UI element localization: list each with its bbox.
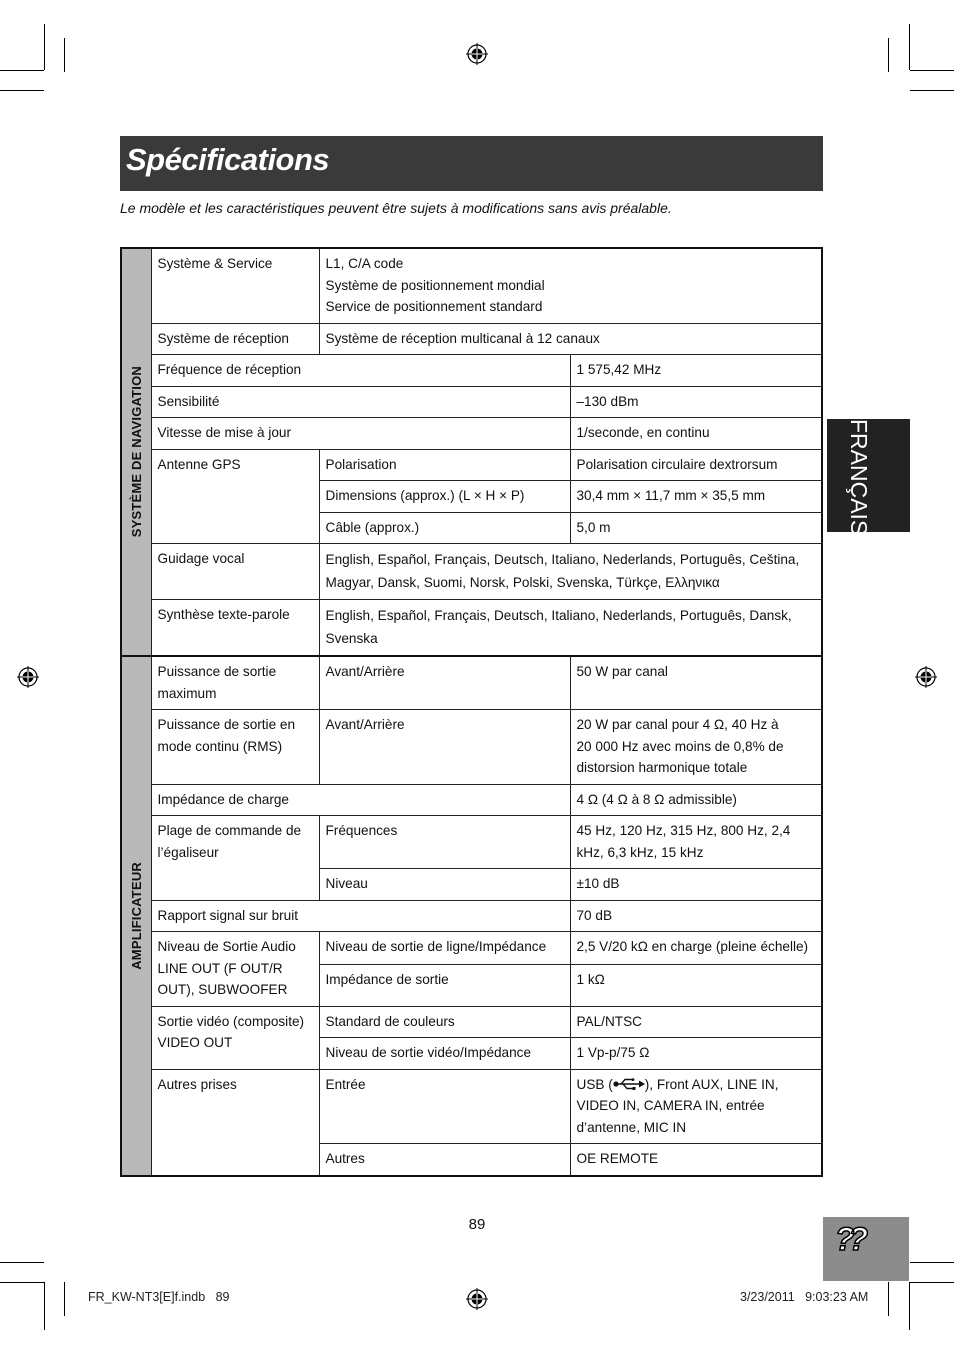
spec-label: Sensibilité xyxy=(151,386,570,418)
spec-sublabel: Polarisation xyxy=(319,449,570,481)
spec-value: Polarisation circulaire dextrorsum xyxy=(570,449,822,481)
registration-mark-icon xyxy=(466,1288,488,1310)
spec-value-line: L1, C/A code xyxy=(325,256,404,271)
spec-value: 30,4 mm × 11,7 mm × 35,5 mm xyxy=(570,481,822,513)
crop-mark xyxy=(910,90,954,91)
registration-mark-icon xyxy=(915,666,937,688)
spec-sublabel: Niveau xyxy=(319,869,570,901)
crop-mark xyxy=(888,38,889,72)
spec-label: Système & Service xyxy=(151,248,319,323)
spec-value-line: distorsion harmonique totale xyxy=(576,760,748,775)
spec-value: 1/seconde, en continu xyxy=(570,418,822,450)
spec-value: ±10 dB xyxy=(570,869,822,901)
usb-icon xyxy=(613,1078,645,1090)
table-row xyxy=(121,656,822,710)
spec-label: Niveau de Sortie Audio LINE OUT (F OUT/R OUT), SUBWOOFER xyxy=(151,932,319,1007)
registration-mark-icon xyxy=(17,666,39,688)
spec-value: Système de réception multicanal à 12 canaux xyxy=(319,323,822,355)
table-row xyxy=(121,1006,822,1038)
spec-value: 1 575,42 MHz xyxy=(570,355,822,387)
spec-value: 45 Hz, 120 Hz, 315 Hz, 800 Hz, 2,4 kHz, 6,3 kHz, 15 kHz xyxy=(570,816,822,869)
crop-mark xyxy=(44,1282,45,1330)
page-title: Spécifications xyxy=(126,142,330,177)
section-label: AMPLIFICATEUR xyxy=(128,861,144,970)
crop-mark xyxy=(909,24,910,70)
footer-file-info: FR_KW-NT3[E]f.indb 89 xyxy=(88,1290,230,1304)
section-label: SYSTÈME DE NAVIGATION xyxy=(128,366,144,538)
table-row xyxy=(121,418,822,450)
spec-value xyxy=(570,710,822,785)
spec-sublabel: Fréquences xyxy=(319,816,570,869)
page-number: 89 xyxy=(468,1216,486,1233)
spec-value: English, Español, Français, Deutsch, Italiano, Nederlands, Português, Dansk, Svenska xyxy=(319,600,822,657)
spec-value: 4 Ω (4 Ω à 8 Ω admissible) xyxy=(570,784,822,816)
spec-value: 2,5 V/20 kΩ en charge (pleine échelle) xyxy=(570,932,822,965)
crop-mark xyxy=(0,1262,44,1263)
crop-mark xyxy=(910,1262,954,1263)
spec-label: Fréquence de réception xyxy=(151,355,570,387)
spec-label: Système de réception xyxy=(151,323,319,355)
crop-mark xyxy=(910,1282,954,1283)
table-row xyxy=(121,784,822,816)
spec-value: PAL/NTSC xyxy=(570,1006,822,1038)
table-row xyxy=(121,544,822,600)
spec-label: Impédance de charge xyxy=(151,784,570,816)
spec-value-line: 20 W par canal pour 4 Ω, 40 Hz à xyxy=(576,717,779,732)
spec-label: Antenne GPS xyxy=(151,449,319,544)
spec-value-line: Service de positionnement standard xyxy=(325,299,543,314)
table-row xyxy=(121,248,822,323)
spec-label: Rapport signal sur bruit xyxy=(151,900,570,932)
crop-mark xyxy=(0,90,44,91)
spec-value: 1 kΩ xyxy=(570,964,822,1006)
spec-sublabel: Standard de couleurs xyxy=(319,1006,570,1038)
spec-value: English, Español, Français, Deutsch, Italiano, Nederlands, Português, Ceština, Magyar, Dansk, Suomi, Norsk, Polski, Svenska, Türkçe, Ελληνικα xyxy=(319,544,822,600)
spec-label: Plage de commande de l’égaliseur xyxy=(151,816,319,901)
spec-sublabel: Entrée xyxy=(319,1069,570,1144)
table-row xyxy=(121,710,822,785)
table-row xyxy=(121,355,822,387)
crop-mark xyxy=(910,70,954,71)
title-bar xyxy=(120,136,823,191)
spec-label: Puissance de sortie maximum xyxy=(151,656,319,710)
subtitle-note: Le modèle et les caractéristiques peuvent être sujets à modifications sans avis préalable. xyxy=(120,200,672,216)
spec-sublabel: Niveau de sortie de ligne/Impédance xyxy=(319,932,570,965)
section-navigation xyxy=(121,248,151,656)
spec-value-line: Système de positionnement mondial xyxy=(325,277,545,293)
spec-sublabel: Impédance de sortie xyxy=(319,964,570,1006)
spec-value-text: ), Front AUX, LINE IN, VIDEO IN, CAMERA IN, entrée d’antenne, MIC IN xyxy=(576,1076,779,1135)
footer-timestamp: 3/23/2011 9:03:23 AM xyxy=(740,1290,869,1304)
section-amplifier xyxy=(121,656,151,1176)
spec-label: Vitesse de mise à jour xyxy=(151,418,570,450)
spec-value: 5,0 m xyxy=(570,512,822,544)
spec-value: OE REMOTE xyxy=(570,1144,822,1176)
crop-mark xyxy=(64,38,65,72)
crop-mark xyxy=(0,1282,44,1283)
spec-label: Synthèse texte-parole xyxy=(151,600,319,657)
table-row xyxy=(121,932,822,965)
table-row xyxy=(121,449,822,481)
spec-label: Puissance de sortie en mode continu (RMS) xyxy=(151,710,319,785)
spec-value xyxy=(319,248,822,323)
crop-mark xyxy=(0,70,44,71)
language-tab-label: FRANÇAIS xyxy=(846,419,872,536)
specifications-table xyxy=(120,247,823,1177)
registration-mark-icon xyxy=(466,43,488,65)
table-row xyxy=(121,1069,822,1144)
spec-value: –130 dBm xyxy=(570,386,822,418)
spec-sublabel: Avant/Arrière xyxy=(319,710,570,785)
spec-value: 1 Vp-p/75 Ω xyxy=(570,1038,822,1070)
spec-sublabel: Avant/Arrière xyxy=(319,656,570,710)
spec-value xyxy=(570,1069,822,1144)
spec-value: 70 dB xyxy=(570,900,822,932)
spec-label: Autres prises xyxy=(151,1069,319,1176)
spec-sublabel: Niveau de sortie vidéo/Impédance xyxy=(319,1038,570,1070)
spec-sublabel: Dimensions (approx.) (L × H × P) xyxy=(319,481,570,513)
help-tab xyxy=(823,1217,909,1281)
crop-mark xyxy=(44,24,45,70)
question-marks-icon: ?? xyxy=(835,1221,863,1257)
crop-mark xyxy=(64,1282,65,1316)
table-row xyxy=(121,386,822,418)
spec-value-text: USB ( xyxy=(576,1076,613,1092)
spec-sublabel: Autres xyxy=(319,1144,570,1176)
table-row xyxy=(121,323,822,355)
spec-label: Sortie vidéo (composite) VIDEO OUT xyxy=(151,1006,319,1069)
spec-value: 50 W par canal xyxy=(570,656,822,710)
language-tab xyxy=(827,419,910,536)
spec-sublabel: Câble (approx.) xyxy=(319,512,570,544)
spec-label: Guidage vocal xyxy=(151,544,319,600)
spec-value-line: 20 000 Hz avec moins de 0,8% de xyxy=(576,738,784,754)
table-row xyxy=(121,816,822,869)
crop-mark xyxy=(888,1282,889,1316)
table-row xyxy=(121,600,822,657)
crop-mark xyxy=(909,1282,910,1330)
table-row xyxy=(121,900,822,932)
